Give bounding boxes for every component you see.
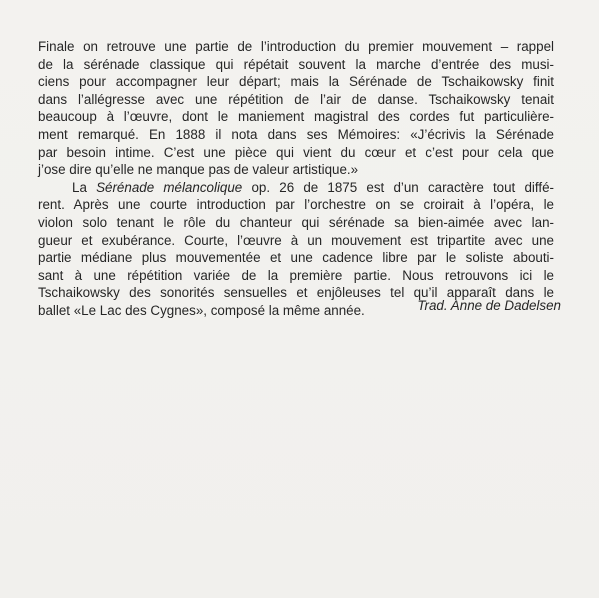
text-line: violon solo tenant le rôle du chanteur qui sérénade sa bien-aimée avec lan-: [38, 214, 554, 230]
text-line: Finale on retrouve une partie de l’introduction du premier mouvement – rappel: [38, 39, 554, 54]
text-line: rent. Après une courte introduction par l’orchestre on se croirait à l’opéra, le: [38, 197, 554, 213]
text-line: ciens pour accompagner leur départ; mais la Sérénade de Tschaikowsky finit: [38, 74, 554, 90]
text-line: partie médiane plus mouvementée et une cadence libre par le soliste abouti-: [38, 250, 554, 266]
text-line: ment remarqué. En 1888 il nota dans ses Mémoires: «J’écrivis la Sérénade: [38, 126, 554, 142]
text-line: par besoin intime. C’est une pièce qui vient du cœur et c’est pour cela que: [38, 144, 554, 160]
text-line: sant à une répétition variée de la première partie. Nous retrouvons ici le: [38, 267, 554, 283]
work-title: Sérénade mélancolique: [96, 179, 243, 195]
translator-credit: Trad. Anne de Dadelsen: [417, 298, 561, 313]
text-line: gueur et exubérance. Courte, l’œuvre à un mouvement est tripartite avec une: [38, 232, 554, 248]
text-line: beaucoup à l’œuvre, dont le maniement magistral des cordes fut particulière-: [38, 109, 554, 125]
text-line: Tschaikowsky des sonorités sensuelles et enjôleuses tel qu’il apparaît dans le: [38, 285, 554, 301]
paragraph-first-line: [38, 179, 554, 197]
text-line: de la sérénade classique qui répétait souvent la marche d’entrée des musi-: [38, 56, 554, 72]
body-text: [38, 38, 554, 320]
text-segment: op. 26 de 1875 est d’un caractère tout diffé-: [242, 179, 554, 195]
text-line: j’ose dire qu’elle ne manque pas de valeur artistique.»: [38, 162, 359, 178]
text-line: dans l’allégresse avec une répétition de l’air de danse. Tschaikowsky tenait: [38, 91, 554, 107]
text-segment: La: [72, 179, 97, 195]
text-line: ballet «Le Lac des Cygnes», composé la même année.: [38, 302, 365, 318]
